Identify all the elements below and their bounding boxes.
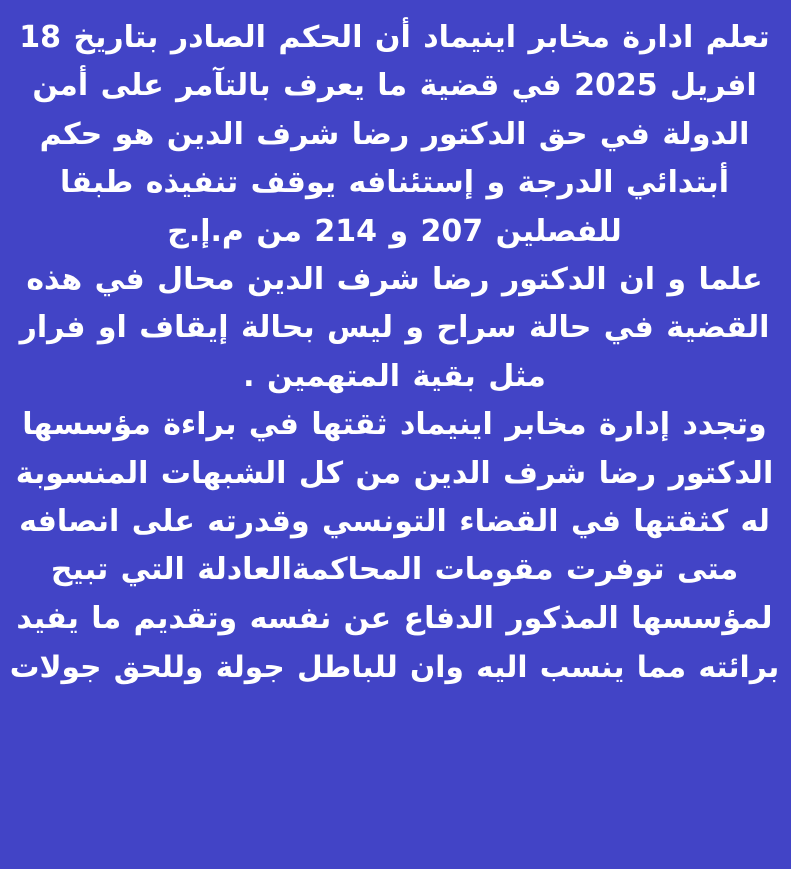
post-text-block: [6, 14, 783, 692]
text-line-5: للفصلين 207 و 214 من م.إ.ج: [167, 213, 622, 249]
text-line-3: الدولة في حق الدكتور رضا شرف الدين هو حكم: [39, 116, 750, 152]
text-line-6: علما و ان الدكتور رضا شرف الدين محال في هذه: [26, 262, 763, 298]
text-line-8: مثل بقية المتهمين .: [243, 358, 546, 394]
text-line-14: برائته مما ينسب اليه وان للباطل جولة وللحق جولات: [9, 650, 780, 685]
text-line-7: القضية في حالة سراح و ليس بحالة إيقاف او فرار: [19, 310, 770, 346]
text-line-9: وتجدد إدارة مخابر اينيماد ثقتها في براءة مؤسسها: [22, 407, 767, 443]
text-line-13: لمؤسسها المذكور الدفاع عن نفسه وتقديم ما يفيد: [16, 600, 773, 636]
text-line-2: افريل 2025 في قضية ما يعرف بالتآمر على أمن: [32, 68, 757, 104]
text-line-4: أبتدائي الدرجة و إستئنافه يوقف تنفيذه طبقا: [59, 165, 730, 201]
text-line-1: تعلم ادارة مخابر اينيماد أن الحكم الصادر بتاريخ 18: [19, 20, 770, 55]
text-line-11: له كثقتها في القضاء التونسي وقدرته على انصافه: [19, 504, 770, 540]
text-line-10: الدكتور رضا شرف الدين من كل الشبهات المنسوبة: [15, 455, 774, 491]
text-line-12: متى توفرت مقومات المحاكمةالعادلة التي تبيح: [50, 552, 739, 588]
